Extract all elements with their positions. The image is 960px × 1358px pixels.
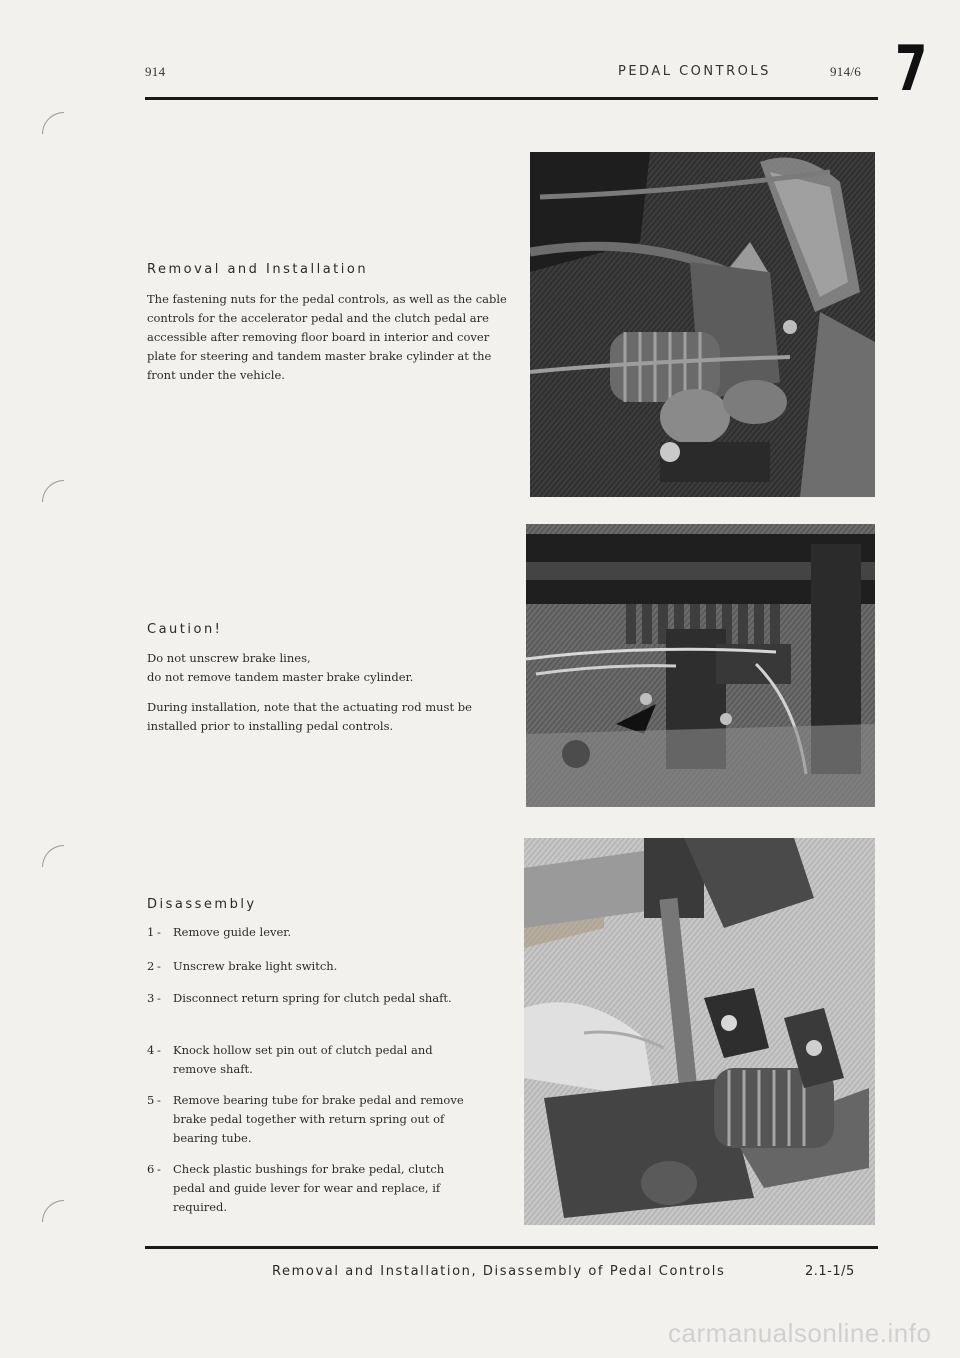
step-number: 1 bbox=[147, 925, 155, 939]
step-number: 5 bbox=[147, 1093, 155, 1107]
step-text: Disconnect return spring for clutch pedal shaft. bbox=[173, 991, 452, 1005]
master-brake-cylinder-photo bbox=[526, 524, 875, 807]
step-text: Check plastic bushings for brake pedal, clutch pedal and guide lever for wear and replace, if required. bbox=[173, 1162, 445, 1214]
step-text: Knock hollow set pin out of clutch pedal and remove shaft. bbox=[173, 1043, 433, 1076]
step-dash: - bbox=[157, 1162, 161, 1176]
step-dash: - bbox=[157, 991, 161, 1005]
header-rule bbox=[145, 97, 878, 100]
header-title: PEDAL CONTROLS bbox=[618, 64, 771, 79]
footer-rule bbox=[145, 1246, 878, 1249]
header-model-right: 914/6 bbox=[830, 64, 862, 79]
step-number: 6 bbox=[147, 1162, 155, 1176]
step-text: Remove guide lever. bbox=[173, 925, 292, 939]
step-dash: - bbox=[157, 1093, 161, 1107]
header-model-left: 914 bbox=[145, 64, 166, 79]
punch-hole-mark bbox=[42, 845, 64, 867]
pedal-disassembly-hammer-photo bbox=[524, 838, 875, 1225]
step-dash: - bbox=[157, 1043, 161, 1057]
step-text: Remove bearing tube for brake pedal and remove brake pedal together with return spring out of bearing tube. bbox=[173, 1093, 464, 1145]
step-text: Unscrew brake light switch. bbox=[173, 959, 338, 973]
watermark-text: carmanualsonline.info bbox=[668, 1318, 932, 1348]
chapter-number: 7 bbox=[895, 32, 928, 105]
step-dash: - bbox=[157, 959, 161, 973]
punch-hole-mark bbox=[42, 112, 64, 134]
removal-heading: Removal and Installation bbox=[147, 262, 369, 277]
step-number: 2 bbox=[147, 959, 155, 973]
removal-text: The fastening nuts for the pedal controls, as well as the cable controls for the accelerator pedal and the clutch pedal are accessible after removing floor board in interior and cover plate for steering and tandem master brake cylinder at the front under the vehicle. bbox=[147, 292, 507, 382]
step-number: 3 bbox=[147, 991, 155, 1005]
caution-note: During installation, note that the actuating rod must be installed prior to installing pedal controls. bbox=[147, 700, 472, 733]
step-number: 4 bbox=[147, 1043, 155, 1057]
caution-line-2: do not remove tandem master brake cylinder. bbox=[147, 670, 414, 684]
disassembly-heading: Disassembly bbox=[147, 897, 257, 912]
step-dash: - bbox=[157, 925, 161, 939]
punch-hole-mark bbox=[42, 1200, 64, 1222]
footer-title: Removal and Installation, Disassembly of Pedal Controls bbox=[272, 1264, 726, 1279]
footer-page-ref: 2.1-1/5 bbox=[805, 1264, 855, 1279]
punch-hole-mark bbox=[42, 480, 64, 502]
caution-line-1: Do not unscrew brake lines, bbox=[147, 651, 311, 665]
pedal-assembly-installed-photo bbox=[530, 152, 875, 497]
caution-heading: Caution! bbox=[147, 622, 223, 637]
